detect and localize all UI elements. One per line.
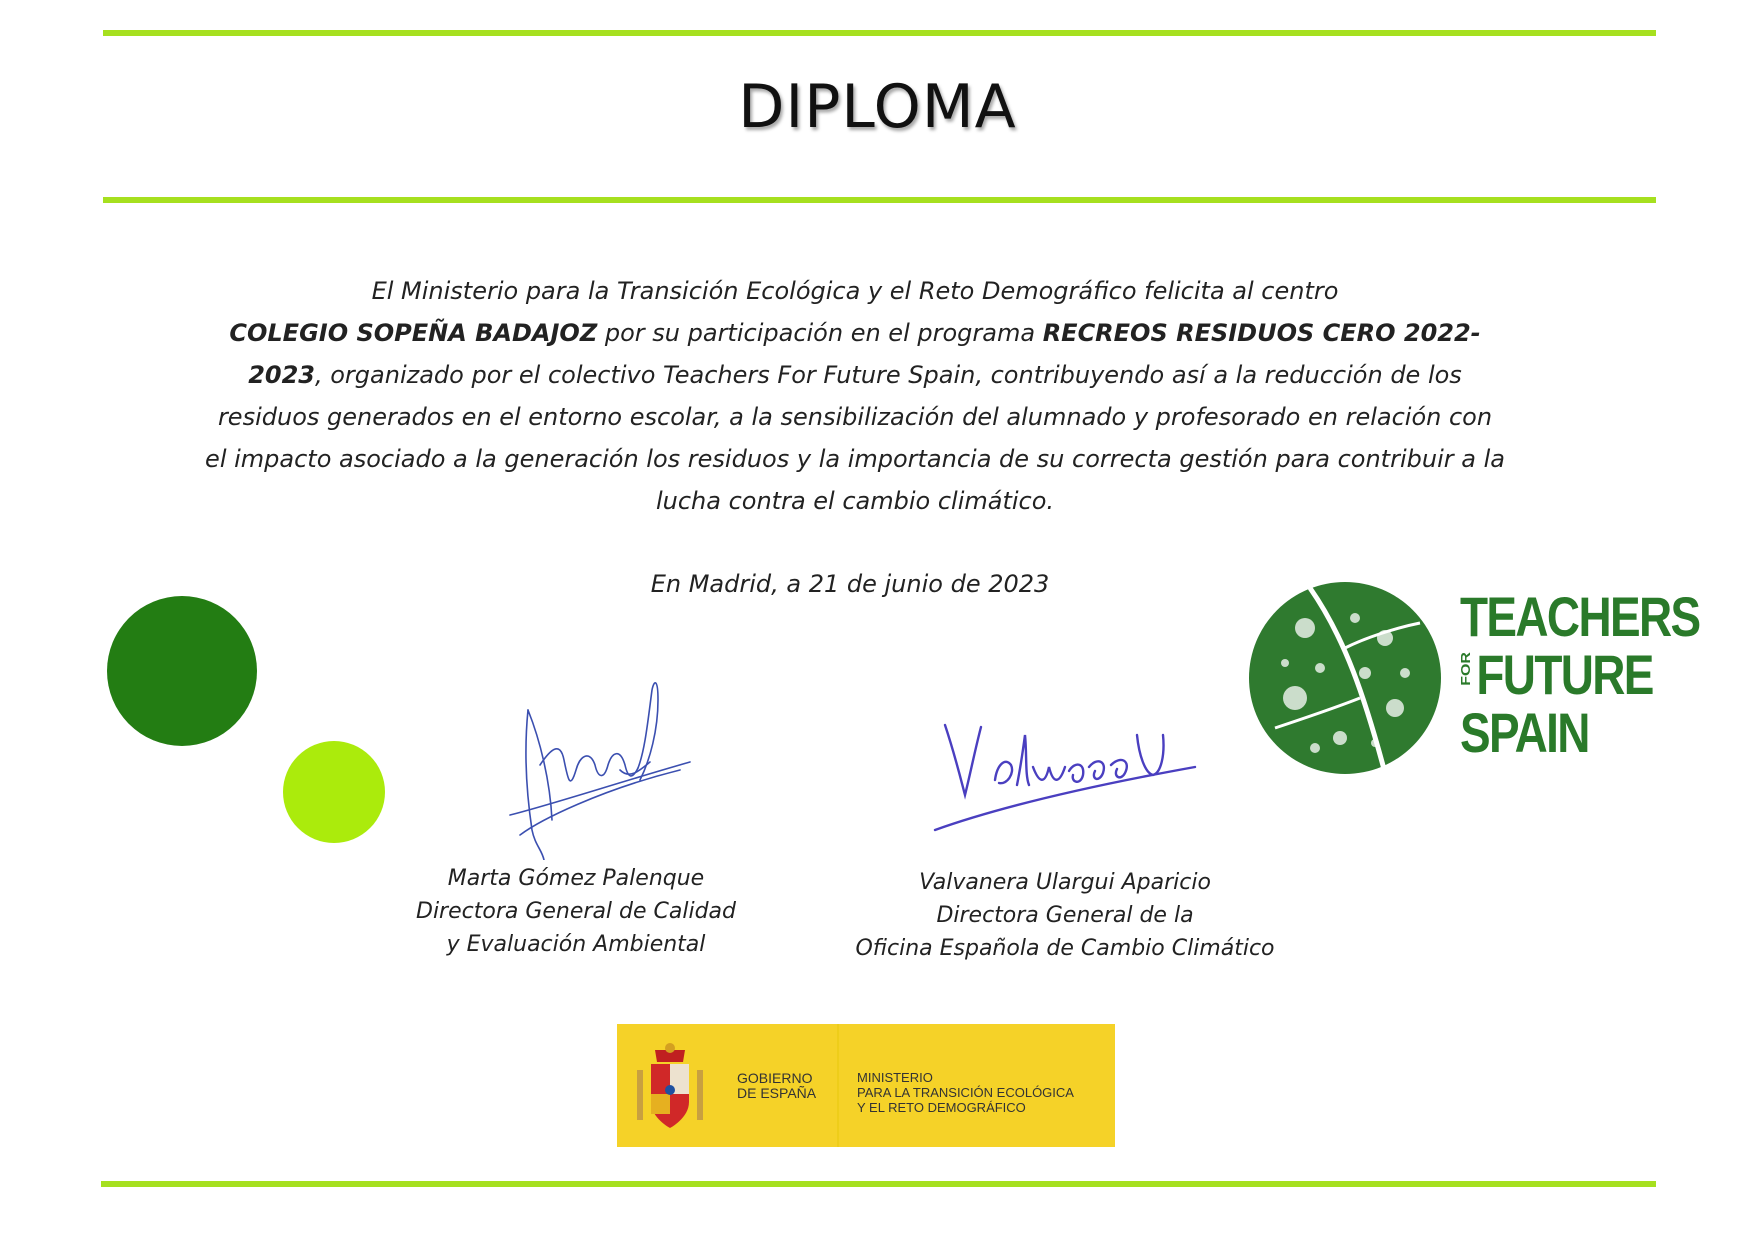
issue-date: En Madrid, a 21 de junio de 2023 [650, 570, 1050, 598]
tffs-line1: TEACHERS [1460, 585, 1700, 648]
diploma-body [205, 270, 1505, 522]
ministry-line: MINISTERIO [857, 1070, 933, 1085]
signer-role: y Evaluación Ambiental [446, 932, 706, 957]
decorative-light-circle [283, 741, 385, 843]
signature-marta [480, 670, 700, 860]
body-rest: , organizado por el colectivo Teachers For Future Spain, contribuyendo así a la reducción de los residuos generados en el entorno escolar, a la sensibilización del alumnado y profesorado en relación con el impacto asociado a la generación los residuos y la importancia de su correcta gestión para contribuir a la lucha contra el cambio climático. [205, 361, 1505, 515]
gov-line: DE ESPAÑA [737, 1085, 817, 1101]
tffs-line3: SPAIN [1460, 701, 1589, 764]
signer-valvanera [845, 866, 1285, 965]
signature-valvanera [925, 695, 1205, 850]
title-rule [103, 197, 1656, 203]
program-name: RECREOS RESIDUOS CERO 2022-2023 [248, 319, 1481, 389]
spain-coat-of-arms-icon [635, 1040, 705, 1132]
signer-name: Marta Gómez Palenque [447, 866, 705, 891]
body-intro: El Ministerio para la Transición Ecológica y el Reto Demográfico felicita al centro [371, 277, 1339, 305]
tffs-wordmark [1459, 585, 1700, 764]
government-banner [617, 1024, 1115, 1147]
decorative-dark-circle [107, 596, 257, 746]
banner-divider [837, 1024, 839, 1147]
diploma-title: DIPLOMA [738, 72, 1017, 142]
school-name: COLEGIO SOPEÑA BADAJOZ [229, 319, 598, 347]
gov-line: GOBIERNO [737, 1070, 813, 1086]
teachers-for-future-logo [1245, 578, 1700, 783]
signer-name: Valvanera Ulargui Aparicio [919, 870, 1211, 895]
ministry-label [857, 1070, 1074, 1115]
signer-role: Directora General de Calidad [416, 899, 736, 924]
signer-marta [386, 862, 766, 961]
gov-label [737, 1071, 816, 1101]
body-mid: por su participación en el programa [597, 319, 1043, 347]
top-rule [103, 30, 1656, 36]
signer-role: Oficina Española de Cambio Climático [855, 936, 1275, 961]
signer-role: Directora General de la [936, 903, 1194, 928]
leaf-globe-icon [1245, 578, 1445, 778]
tffs-line2: FUTURE [1476, 643, 1653, 706]
bottom-rule [101, 1181, 1656, 1187]
ministry-line: Y EL RETO DEMOGRÁFICO [857, 1100, 1026, 1115]
tffs-for: FOR [1459, 652, 1474, 686]
ministry-line: PARA LA TRANSICIÓN ECOLÓGICA [857, 1085, 1074, 1100]
